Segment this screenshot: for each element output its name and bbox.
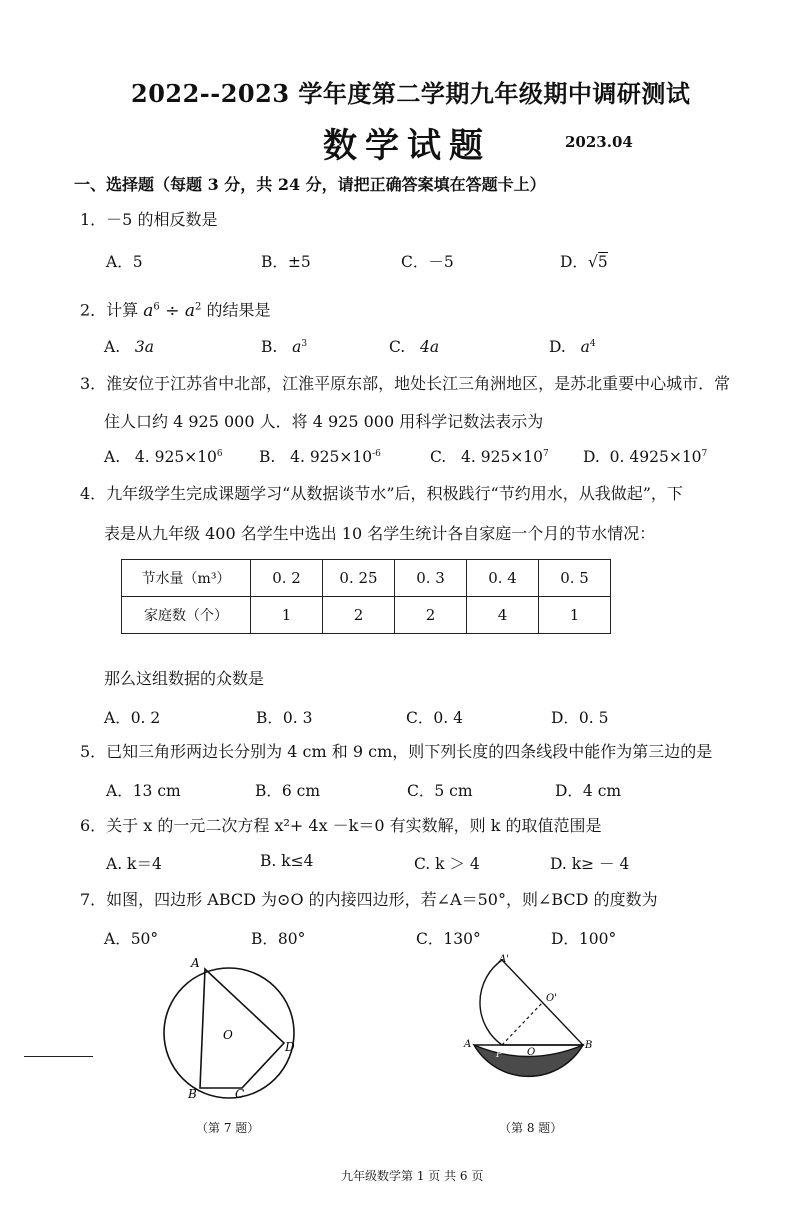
table-cell: 4: [467, 597, 539, 634]
question-6-stem: 6．关于 x 的一元二次方程 x²+ 4x －k＝0 有实数解，则 k 的取值范围是: [80, 816, 602, 835]
q1-option-d: [560, 250, 608, 272]
q3-option-b-base: 4. 925×10: [290, 448, 373, 466]
q2-option-c-label: C.: [389, 338, 406, 356]
q2-option-c: [389, 338, 439, 356]
q2-expression: $a^6 \div a^2$: [143, 300, 202, 321]
q2-option-d-value: a: [580, 338, 590, 356]
question-2-stem: [80, 297, 270, 321]
figure-8-caption: （第 8 题）: [499, 1121, 563, 1135]
table-row: [122, 597, 611, 634]
page-footer: 九年级数学第 1 页 共 6 页: [341, 1169, 484, 1183]
question-4-ask: 那么这组数据的众数是: [104, 669, 265, 688]
fig8-label-a-prime: A': [499, 954, 509, 965]
q2-option-d: [549, 338, 596, 356]
table-cell: 2: [395, 597, 467, 634]
q2-option-a-label: A.: [104, 338, 121, 356]
table-cell: 0. 3: [395, 560, 467, 597]
margin-line: [24, 1056, 93, 1057]
table-cell: 1: [539, 597, 611, 634]
q5-option-a: A．13 cm: [106, 782, 181, 800]
q3-option-a-base: 4. 925×10: [134, 448, 217, 466]
q3-option-c-base: 4. 925×10: [461, 448, 544, 466]
q7-option-a: A．50°: [104, 930, 159, 948]
q2-stem-pre: 2．计算: [80, 300, 139, 320]
q1-option-d-radicand: 5: [597, 253, 608, 271]
q2-option-d-label: D.: [549, 338, 566, 356]
question-5-stem: 5．已知三角形两边长分别为 4 cm 和 9 cm，则下列长度的四条线段中能作为第三边的是: [80, 742, 713, 761]
q5-option-b: B．6 cm: [255, 782, 321, 800]
q1-option-c: C．－5: [401, 253, 454, 271]
figure-8-diagram: [455, 950, 605, 1110]
table-cell: 0. 2: [251, 560, 323, 597]
question-1-stem: 1．－5 的相反数是: [80, 210, 218, 229]
q1-option-a: A．5: [106, 253, 143, 271]
fig7-label-o: O: [223, 1028, 233, 1042]
q3-option-b-exp: -6: [372, 448, 381, 459]
q3-option-c-label: C.: [430, 448, 447, 466]
q3-option-a: [104, 448, 223, 466]
fig8-folded-semicircle: [480, 960, 583, 1045]
table-row: [122, 560, 611, 597]
q4-option-a: A．0. 2: [104, 709, 161, 727]
table-header-cell: 节水量（m³）: [122, 560, 251, 597]
fig8-label-b: B: [585, 1040, 593, 1051]
table-cell: 0. 4: [467, 560, 539, 597]
q6-option-a: A. k＝4: [106, 855, 162, 873]
q4-option-b: B．0. 3: [256, 709, 313, 727]
fig7-label-c: C: [235, 1087, 245, 1101]
q6-option-d: D. k≥ － 4: [550, 855, 630, 873]
q4-option-d: D．0. 5: [551, 709, 609, 727]
q3-option-d-label: D.: [583, 448, 600, 466]
question-4-line1: 4．九年级学生完成课题学习“从数据谈节水”后，积极践行“节约用水，从我做起”，下: [80, 484, 683, 503]
fig7-quadrilateral: [200, 969, 284, 1088]
exam-date: 2023.04: [565, 133, 633, 151]
q2-option-b: [261, 338, 307, 356]
question-3-line1: 3．淮安位于江苏省中北部，江淮平原东部，地处长江三角洲地区，是苏北重要中心城市．常: [80, 374, 731, 393]
q7-option-d: D．100°: [551, 930, 617, 948]
q1-option-b: B．±5: [261, 253, 311, 271]
q2-option-b-value: a: [292, 338, 302, 356]
fig8-label-p: P: [496, 1050, 503, 1060]
q4-option-c: C．0. 4: [406, 709, 463, 727]
fig7-label-d: D: [285, 1040, 295, 1054]
q2-option-d-exp: 4: [589, 338, 596, 349]
q2-option-b-label: B.: [261, 338, 278, 356]
exam-title: 2022--2023 学年度第二学期九年级期中调研测试: [131, 79, 691, 108]
fig7-label-a: A: [191, 956, 200, 970]
table-cell: 0. 5: [539, 560, 611, 597]
q5-option-c: C．5 cm: [407, 782, 473, 800]
table-cell: 0. 25: [323, 560, 395, 597]
exam-subject-title: 数学试题: [323, 126, 491, 166]
q2-option-c-value: 4a: [420, 338, 440, 356]
question-3-line2: 住人口约 4 925 000 人．将 4 925 000 用科学记数法表示为: [104, 412, 544, 431]
fig8-label-o: O: [527, 1047, 536, 1058]
figure-7-caption: （第 7 题）: [196, 1121, 260, 1135]
figure-7-diagram: [150, 950, 310, 1110]
q2-option-a: [104, 338, 154, 356]
q3-option-d-exp: 7: [701, 448, 708, 459]
q3-option-b: [259, 448, 381, 466]
table-header-cell: 家庭数（个）: [122, 597, 251, 634]
q2-stem-post: 的结果是: [206, 300, 271, 320]
q3-option-d-base: 0. 4925×10: [609, 448, 702, 466]
q5-option-d: D．4 cm: [555, 782, 622, 800]
fig8-label-a: A: [464, 1039, 472, 1050]
section-heading: 一、选择题（每题 3 分，共 24 分，请把正确答案填在答题卡上）: [74, 175, 546, 194]
question-7-stem: 7．如图，四边形 ABCD 为⊙O 的内接四边形，若∠A＝50°，则∠BCD 的度数为: [80, 890, 658, 909]
q3-option-c-exp: 7: [543, 448, 549, 459]
water-saving-table: [121, 559, 611, 634]
q2-option-b-exp: 3: [301, 338, 308, 349]
fig8-label-o-prime: O': [546, 993, 557, 1004]
q3-option-c: [430, 448, 549, 466]
q3-option-a-exp: 6: [216, 448, 223, 459]
q3-option-b-label: B.: [259, 448, 276, 466]
q6-option-c: C. k ＞ 4: [414, 855, 480, 873]
q6-option-b: B. k≤4: [260, 852, 314, 870]
q3-option-a-label: A.: [104, 448, 121, 466]
q7-option-c: C．130°: [416, 930, 481, 948]
fig7-label-b: B: [188, 1087, 197, 1101]
q2-option-a-value: 3a: [134, 338, 155, 356]
q7-option-b: B．80°: [251, 930, 306, 948]
q1-option-d-label: D．: [560, 253, 588, 271]
q3-option-d: [583, 448, 707, 466]
sqrt-sign: √: [587, 253, 598, 271]
question-4-line2: 表是从九年级 400 名学生中选出 10 名学生统计各自家庭一个月的节水情况：: [104, 524, 656, 543]
table-cell: 2: [323, 597, 395, 634]
table-cell: 1: [251, 597, 323, 634]
